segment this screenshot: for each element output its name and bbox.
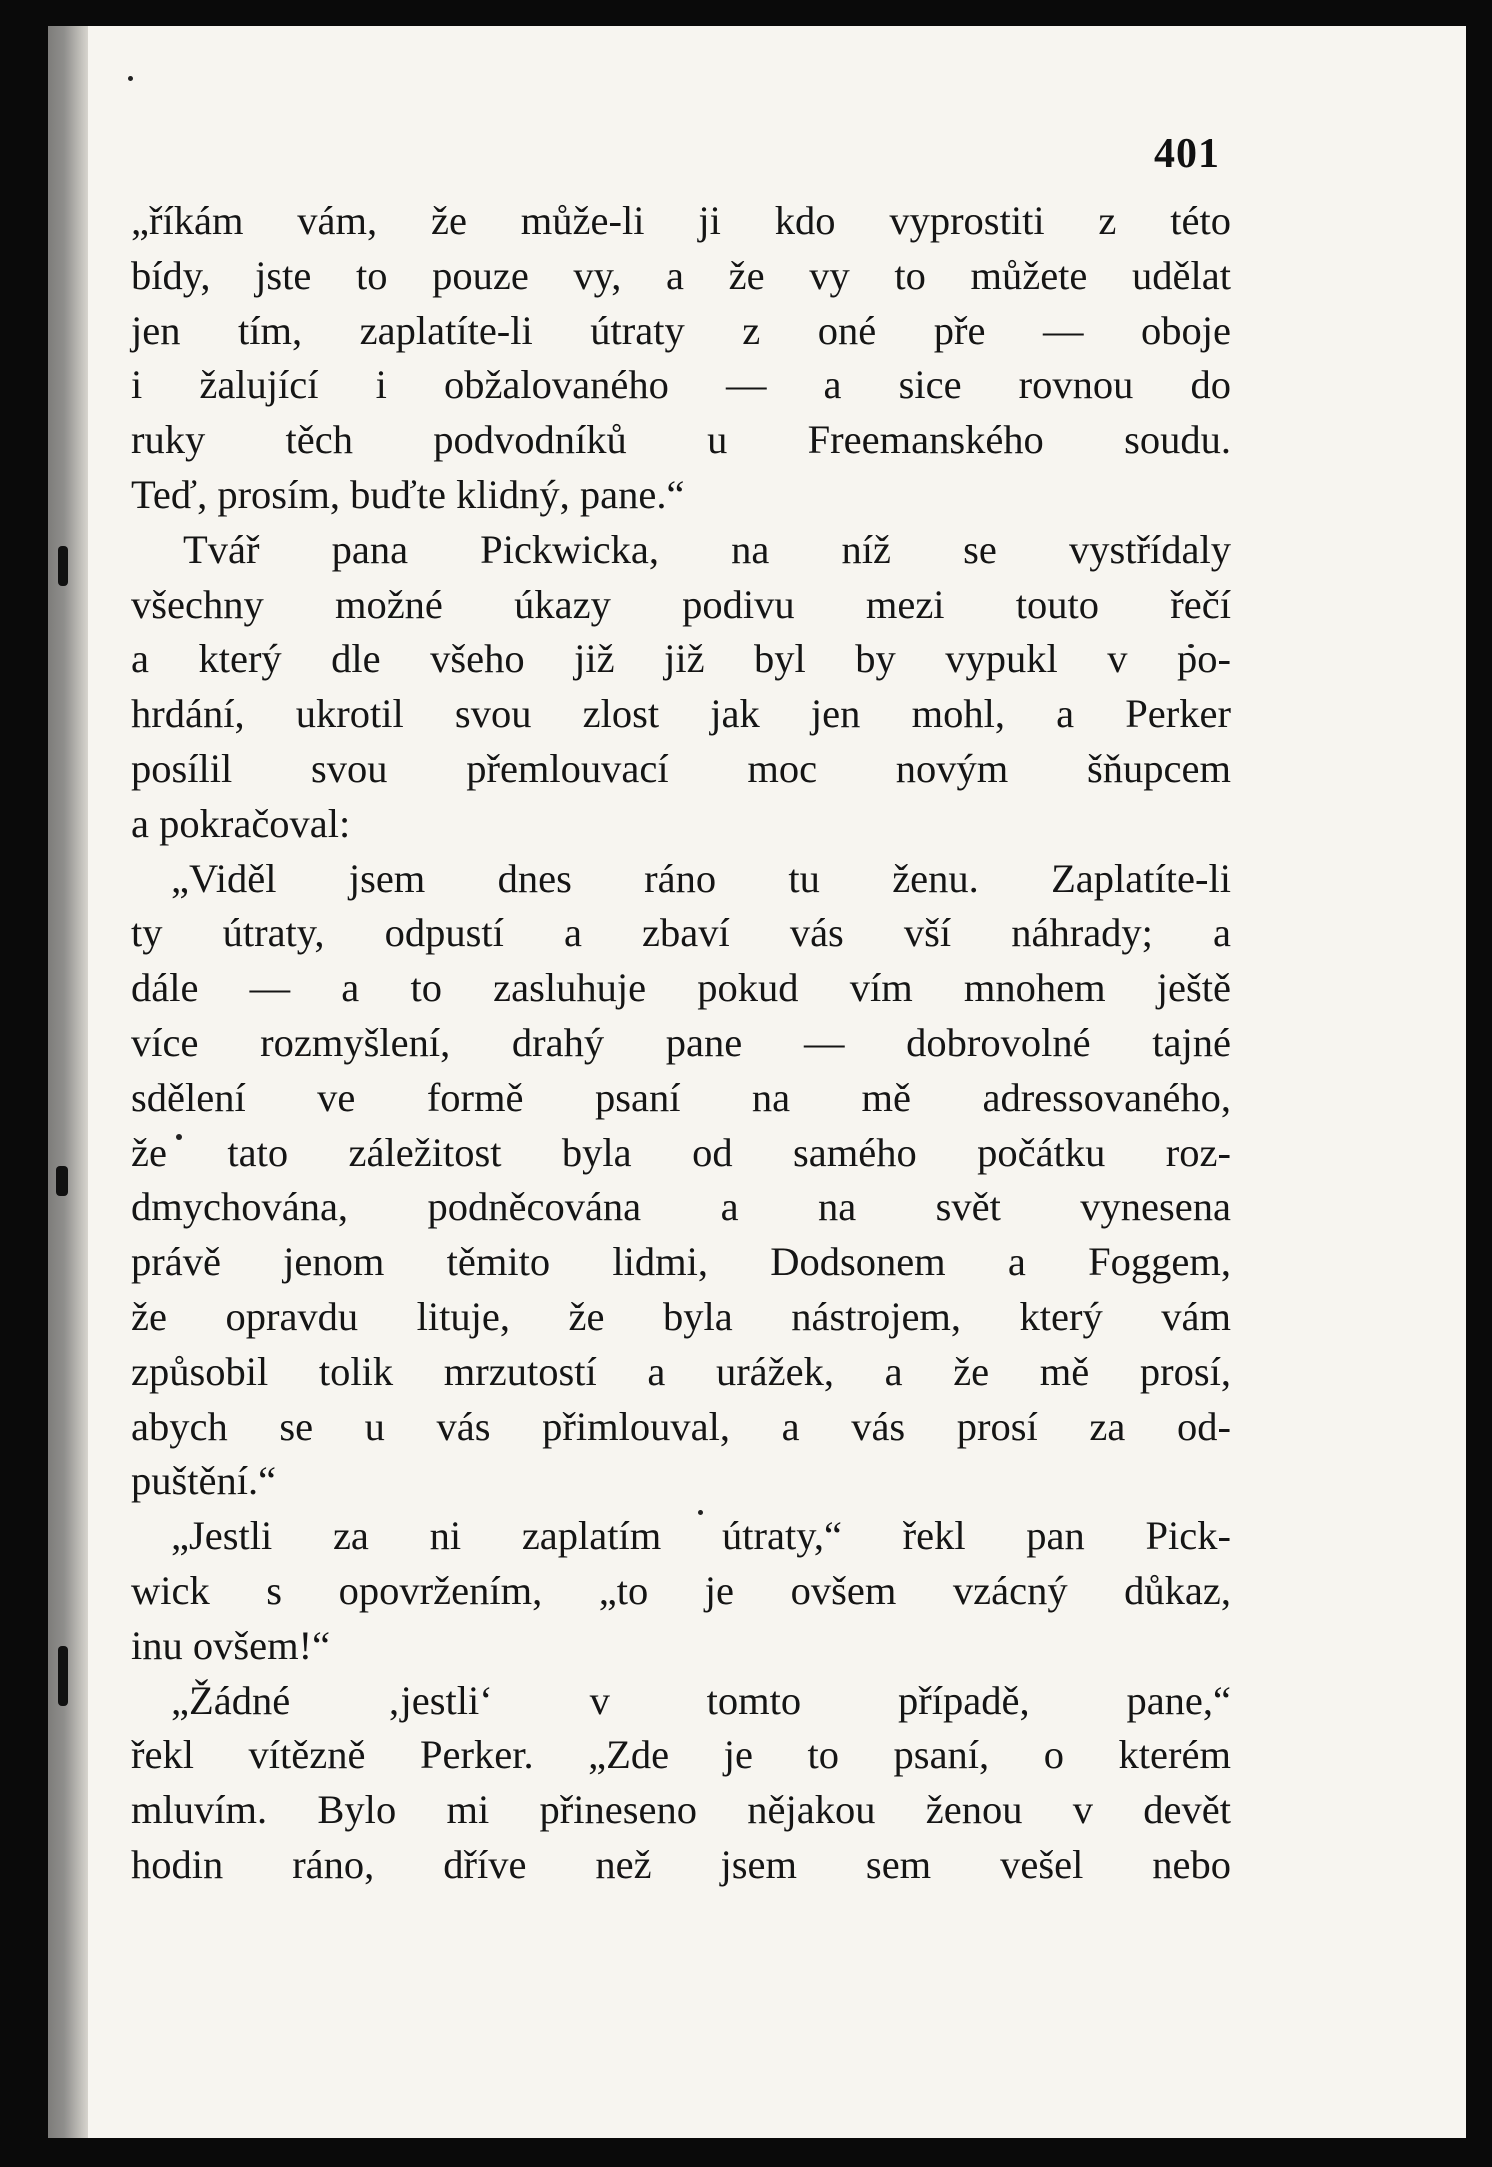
text-line: bídy, jste to pouze vy, a že vy to můžete udělat (131, 252, 1231, 298)
text-line: Tvář pana Pickwicka, na níž se vystřídaly (183, 526, 1231, 572)
text-line: i žalující i obžalovaného — a sice rovnou do (131, 362, 1231, 408)
body-text (131, 194, 1231, 1893)
page-number: 401 (1154, 131, 1220, 177)
text-line: „Jestli za ni zaplatím útraty,“ řekl pan Pick- (171, 1513, 1231, 1559)
text-line: „Žádné ‚jestli‘ v tomto případě, pane,“ (171, 1677, 1231, 1723)
binding-shadow (48, 26, 88, 2138)
text-line: více rozmyšlení, drahý pane — dobrovolné tajné (131, 1019, 1231, 1065)
text-line: „říkám vám, že může-li ji kdo vyprostiti z této (131, 198, 1231, 243)
text-line: posílil svou přemlouvací moc novým šňupcem (131, 745, 1231, 791)
text-line: řekl vítězně Perker. „Zde je to psaní, o kterém (131, 1732, 1231, 1778)
text-line: a který dle všeho již již byl by vypukl v po- (131, 636, 1231, 682)
binding-mark (56, 1166, 68, 1196)
text-line: hrdání, ukrotil svou zlost jak jen mohl, a Perker (131, 691, 1231, 737)
text-line: že opravdu lituje, že byla nástrojem, který vám (131, 1293, 1231, 1339)
print-speck (128, 76, 133, 81)
binding-mark (58, 1646, 68, 1706)
text-line: sdělení ve formě psaní na mě adressovaného, (131, 1074, 1231, 1120)
text-line: „Viděl jsem dnes ráno tu ženu. Zaplatíte-li (171, 855, 1231, 901)
text-line: hodin ráno, dříve než jsem sem vešel nebo (131, 1841, 1231, 1887)
text-line: všechny možné úkazy podivu mezi touto řečí (131, 581, 1231, 627)
text-line: a pokračoval: (131, 800, 351, 846)
text-line: abych se u vás přimlouval, a vás prosí za od- (131, 1403, 1231, 1449)
text-line: jen tím, zaplatíte-li útraty z oné pře — oboje (131, 307, 1231, 353)
text-line: ruky těch podvodníků u Freemanského soudu. (131, 417, 1231, 463)
binding-mark (58, 546, 68, 586)
text-line: Teď, prosím, buďte klidný, pane.“ (131, 471, 685, 517)
text-line: dmychována, podněcována a na svět vynesena (131, 1184, 1231, 1230)
text-line: že tato záležitost byla od samého počátku roz- (131, 1129, 1231, 1175)
text-line: způsobil tolik mrzutostí a urážek, a že mě prosí, (131, 1348, 1231, 1394)
text-line: dále — a to zasluhuje pokud vím mnohem ještě (131, 965, 1231, 1011)
text-line: mluvím. Bylo mi přineseno nějakou ženou v devět (131, 1787, 1231, 1833)
text-line: ty útraty, odpustí a zbaví vás vší náhrady; a (131, 910, 1231, 956)
text-line: wick s opovržením, „to je ovšem vzácný důkaz, (131, 1567, 1231, 1613)
text-line: inu ovšem!“ (131, 1622, 331, 1668)
text-line: právě jenom těmito lidmi, Dodsonem a Foggem, (131, 1239, 1231, 1285)
text-line: puštění.“ (131, 1458, 277, 1504)
